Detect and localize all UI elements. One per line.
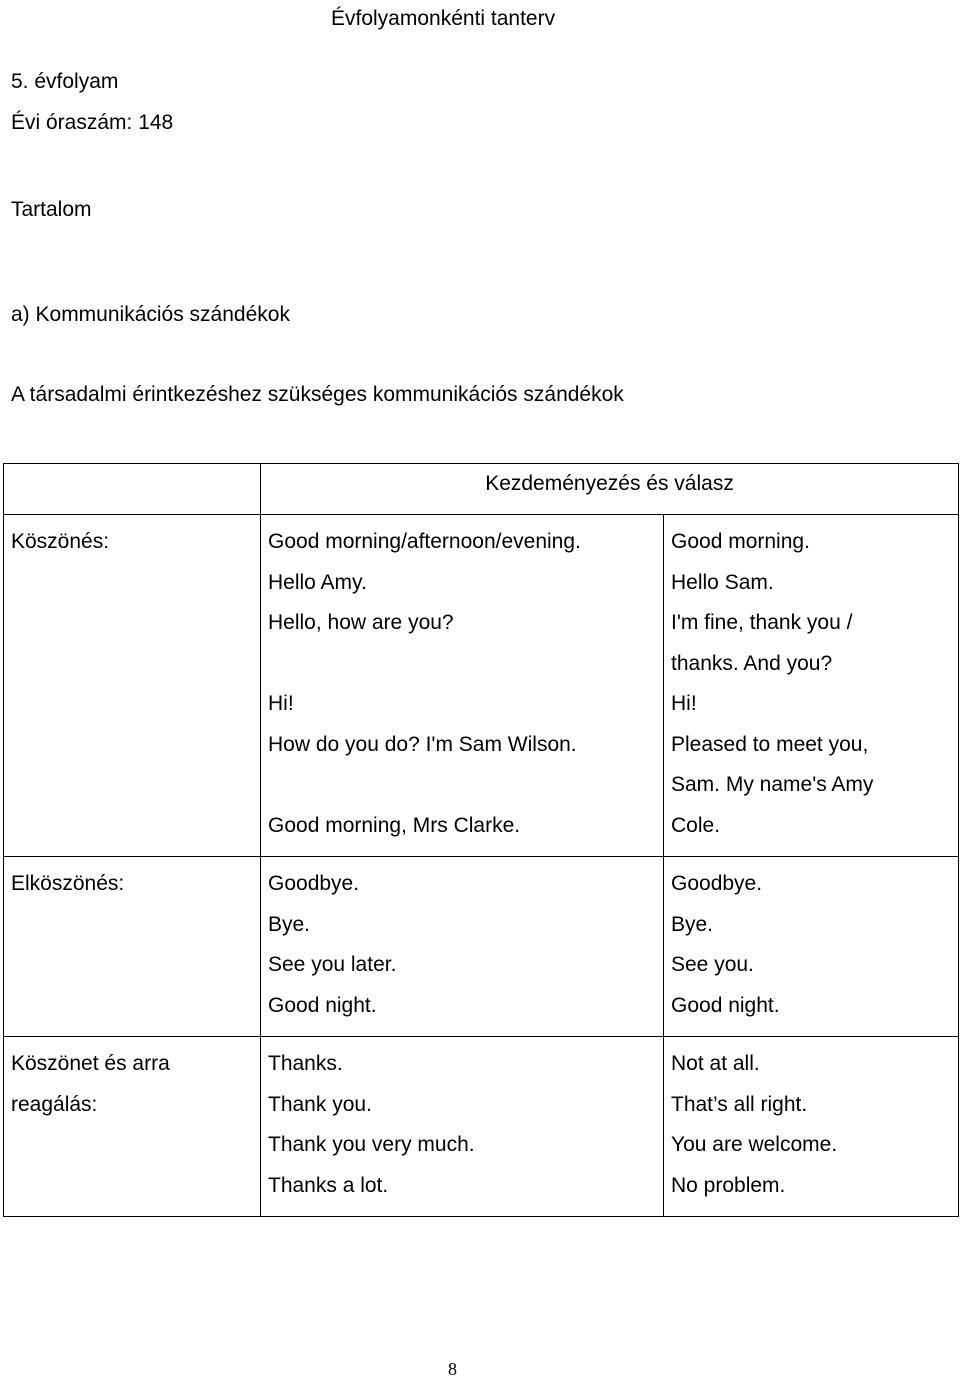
initiation-phrase: Hello Amy. — [268, 570, 367, 594]
subsection-heading: A társadalmi érintkezéshez szükséges kommunikációs szándékok — [11, 383, 624, 406]
response-phrase: Pleased to meet you, — [671, 732, 869, 756]
initiation-phrase: Thanks a lot. — [268, 1173, 389, 1197]
row-label-cell — [4, 1037, 261, 1217]
initiation-cell — [261, 857, 664, 1037]
section-a-heading: a) Kommunikációs szándékok — [11, 303, 290, 326]
response-phrase: Good morning. — [671, 530, 810, 553]
initiation-phrase: Good night. — [268, 993, 377, 1017]
initiation-cell — [261, 1037, 664, 1217]
contents-heading: Tartalom — [11, 198, 92, 221]
response-cell — [664, 515, 959, 857]
response-cell — [664, 1037, 959, 1217]
initiation-phrase: See you later. — [268, 953, 397, 976]
document-title: Évfolyamonkénti tanterv — [331, 7, 556, 30]
header-empty-cell — [4, 464, 261, 515]
header-cell — [261, 464, 959, 515]
initiation-phrase: Good morning, Mrs Clarke. — [268, 813, 521, 837]
communication-table — [3, 463, 959, 1217]
response-phrase: That’s all right. — [671, 1092, 808, 1116]
response-phrase: thanks. And you? — [671, 651, 833, 675]
initiation-phrase: How do you do? I'm Sam Wilson. — [268, 732, 577, 756]
table-row — [4, 857, 959, 1037]
initiation-phrase: Hello, how are you? — [268, 611, 454, 634]
response-phrase: Goodbye. — [671, 872, 763, 895]
grade-label: 5. évfolyam — [11, 70, 119, 93]
response-phrase: See you. — [671, 953, 754, 976]
response-phrase: Sam. My name's Amy — [671, 773, 874, 796]
annual-hours: Évi óraszám: 148 — [11, 111, 174, 134]
response-phrase: Bye. — [671, 912, 714, 936]
table-header-row — [4, 464, 959, 515]
row-label-text: Köszönet és arra — [11, 1052, 170, 1075]
initiation-phrase: Thank you. — [268, 1092, 372, 1116]
initiation-phrase: Hi! — [268, 692, 294, 715]
response-phrase: Not at all. — [671, 1052, 760, 1075]
response-phrase: Hi! — [671, 692, 697, 715]
header-label: Kezdeményezés és válasz — [485, 472, 734, 495]
response-phrase: You are welcome. — [671, 1133, 838, 1156]
response-phrase: No problem. — [671, 1173, 786, 1197]
initiation-phrase: Thanks. — [268, 1052, 343, 1075]
response-phrase: Hello Sam. — [671, 570, 774, 594]
initiation-phrase: Good morning/afternoon/evening. — [268, 530, 581, 553]
initiation-phrase: Goodbye. — [268, 872, 360, 895]
row-label-cell — [4, 515, 261, 857]
initiation-cell — [261, 515, 664, 857]
page-number: 8 — [448, 1359, 457, 1379]
table-row — [4, 515, 959, 857]
row-label-text: Elköszönés: — [11, 872, 125, 895]
initiation-phrase: Bye. — [268, 912, 311, 936]
response-phrase: I'm fine, thank you / — [671, 611, 853, 634]
response-cell — [664, 857, 959, 1037]
initiation-phrase: Thank you very much. — [268, 1133, 475, 1156]
response-phrase: Cole. — [671, 813, 721, 837]
row-label-text: Köszönés: — [11, 530, 110, 553]
response-phrase: Good night. — [671, 993, 780, 1017]
row-label-cell — [4, 857, 261, 1037]
row-label-text: reagálás: — [11, 1092, 98, 1116]
initiation-phrase — [268, 644, 656, 685]
initiation-phrase — [268, 765, 656, 806]
table-row — [4, 1037, 959, 1217]
